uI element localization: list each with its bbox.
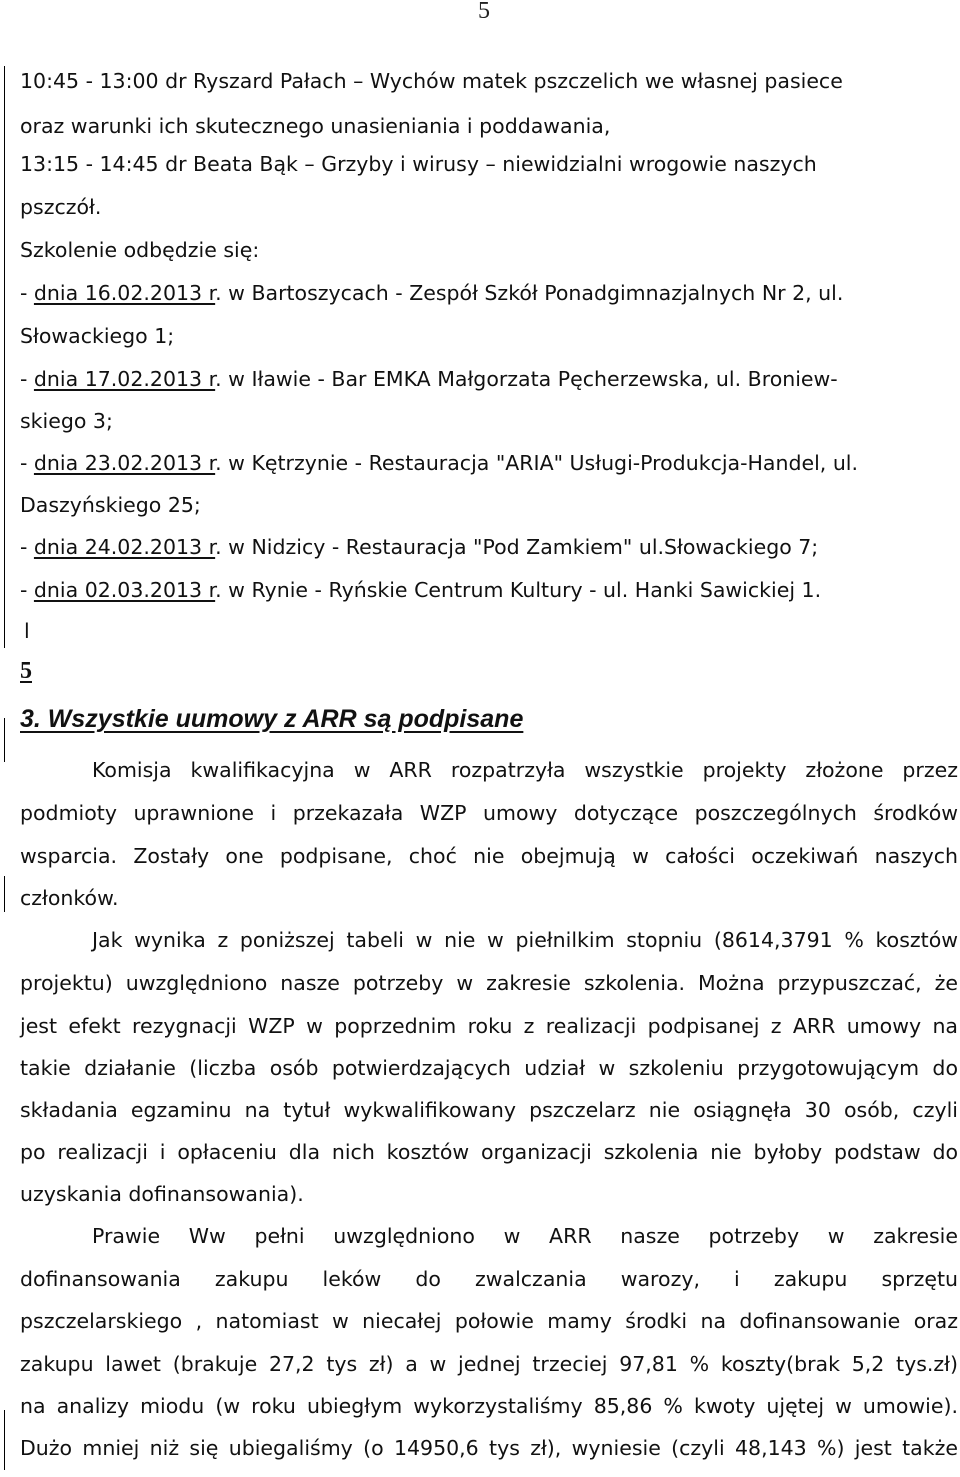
- session-prefix: -: [20, 281, 34, 305]
- paragraph-line: dofinansowania zakupu leków do zwalczania warozy, i zakupu sprzętu: [20, 1267, 958, 1291]
- schedule-line: pszczół.: [20, 195, 102, 219]
- session-item: [20, 533, 818, 561]
- session-prefix: -: [20, 451, 34, 475]
- session-venue: . w Iławie - Bar EMKA Małgorzata Pęcherzewska, ul. Broniew-: [215, 367, 838, 391]
- paragraph-line: Dużo mniej niż się ubiegaliśmy (o 14950,6 tys zł), wyniesie (czyli 48,143 %) jest także: [20, 1436, 958, 1460]
- paragraph-line: Jak wynika z poniższej tabeli w nie w piełnilkim stopniu (8614,3791 % kosztów: [92, 928, 958, 952]
- paragraph-line: Komisja kwalifikacyjna w ARR rozpatrzyła wszystkie projekty złożone przez: [92, 758, 958, 782]
- session-item: [20, 279, 843, 307]
- stray-character: l: [24, 619, 30, 643]
- session-item: [20, 365, 838, 393]
- paragraph-line: wsparcia. Zostały one podpisane, choć nie obejmują w całości oczekiwań naszych: [20, 844, 958, 868]
- session-venue: . w Nidzicy - Restauracja "Pod Zamkiem" ul.Słowackiego 7;: [215, 535, 819, 559]
- section-heading: 3. Wszystkie uumowy z ARR są podpisane: [20, 705, 524, 733]
- margin-bar: [4, 1410, 5, 1470]
- session-venue: . w Kętrzynie - Restauracja "ARIA" Usługi-Produkcja-Handel, ul.: [215, 451, 859, 475]
- schedule-line: 10:45 - 13:00 dr Ryszard Pałach – Wychów matek pszczelich we własnej pasiece: [20, 69, 843, 93]
- paragraph-line: członków.: [20, 886, 119, 910]
- page-number: 5: [478, 0, 490, 24]
- session-venue: . w Rynie - Ryńskie Centrum Kultury - ul. Hanki Sawickiej 1.: [215, 578, 822, 602]
- training-intro: Szkolenie odbędzie się:: [20, 238, 260, 262]
- schedule-line: oraz warunki ich skutecznego unasieniania i poddawania,: [20, 114, 611, 138]
- session-prefix: -: [20, 578, 34, 602]
- session-prefix: -: [20, 367, 34, 391]
- paragraph-line: zakupu lawet (brakuje 27,2 tys zł) a w jednej trzeciej 97,81 % koszty(brak 5,2 tys.zł): [20, 1352, 958, 1376]
- session-continuation: Słowackiego 1;: [20, 324, 175, 348]
- margin-bar: [4, 876, 5, 912]
- paragraph-line: takie działanie (liczba osób potwierdzających udział w szkoleniu przygotowującym do: [20, 1056, 958, 1080]
- session-item: [20, 576, 821, 604]
- paragraph-line: na analizy miodu (w roku ubiegłym wykorzystaliśmy 85,86 % kwoty ujętej w umowie).: [20, 1394, 958, 1418]
- session-date: dnia 17.02.2013 r: [33, 367, 216, 391]
- session-item: [20, 449, 858, 477]
- session-venue: . w Bartoszycach - Zespół Szkół Ponadgimnazjalnych Nr 2, ul.: [215, 281, 844, 305]
- session-continuation: Daszyńskiego 25;: [20, 493, 201, 517]
- paragraph-line: projektu) uwzględniono nasze potrzeby w zakresie szkolenia. Można przypuszczać, że: [20, 971, 958, 995]
- session-date: dnia 16.02.2013 r: [33, 281, 216, 305]
- session-date: dnia 24.02.2013 r: [33, 535, 216, 559]
- paragraph-line: Prawie Ww pełni uwzględniono w ARR nasze potrzeby w zakresie: [92, 1224, 958, 1248]
- schedule-line: 13:15 - 14:45 dr Beata Bąk – Grzyby i wirusy – niewidzialni wrogowie naszych: [20, 152, 817, 176]
- margin-bar: [4, 66, 5, 648]
- session-date: dnia 02.03.2013 r: [33, 578, 216, 602]
- session-continuation: skiego 3;: [20, 409, 113, 433]
- paragraph-line: jest efekt rezygnacji WZP w poprzednim roku z realizacji podpisanej z ARR umowy na: [20, 1014, 958, 1038]
- session-prefix: -: [20, 535, 34, 559]
- paragraph-line: pszczelarskiego , natomiast w niecałej połowie mamy środki na dofinansowanie oraz: [20, 1309, 958, 1333]
- margin-bar: [4, 718, 5, 762]
- paragraph-line: po realizacji i opłaceniu dla nich kosztów organizacji szkolenia nie byłoby podstaw do: [20, 1140, 958, 1164]
- paragraph-line: podmioty uprawnione i przekazała WZP umowy dotyczące poszczególnych środków: [20, 801, 958, 825]
- paragraph-line: uzyskania dofinansowania).: [20, 1182, 304, 1206]
- stray-number: 5: [20, 658, 32, 684]
- paragraph-line: składania egzaminu na tytuł wykwalifikowany pszczelarz nie osiągnęła 30 osób, czyli: [20, 1098, 958, 1122]
- session-date: dnia 23.02.2013 r: [33, 451, 216, 475]
